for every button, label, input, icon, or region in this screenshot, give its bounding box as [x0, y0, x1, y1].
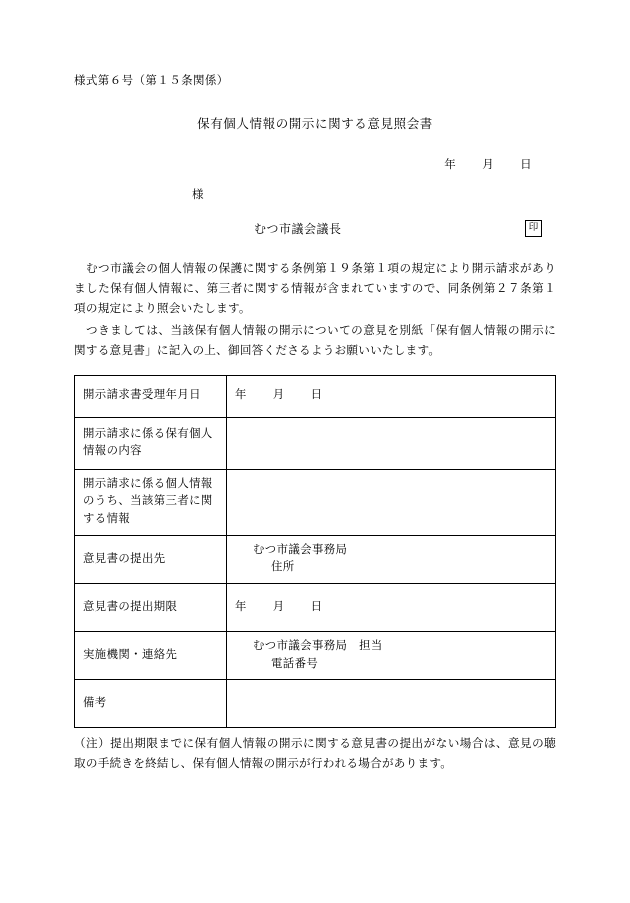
receipt-year-label: 年 [235, 389, 247, 402]
date-year-label: 年 [444, 159, 457, 171]
form-table-wrapper [74, 375, 556, 729]
row-label-receipt-date: 開示請求書受理年月日 [75, 375, 227, 417]
form-number: 様式第６号（第１５条関係） [74, 75, 229, 87]
table-row [75, 584, 556, 632]
receipt-month-label: 月 [272, 389, 285, 402]
issuer-row [74, 220, 556, 237]
deadline-month-label: 月 [272, 600, 285, 613]
submit-to-address: 住所 [271, 561, 295, 574]
receipt-day-label: 日 [310, 389, 323, 402]
row-label-deadline: 意見書の提出期限 [75, 584, 227, 632]
row-value-agency-contact[interactable] [227, 632, 556, 680]
date-month-label: 月 [482, 159, 495, 171]
row-value-third-party-info[interactable] [227, 469, 556, 535]
row-value-remarks[interactable] [227, 680, 556, 728]
table-row [75, 469, 556, 535]
table-row [75, 680, 556, 728]
table-row [75, 632, 556, 680]
body-paragraph-1: むつ市議会の個人情報の保護に関する条例第１９条第１項の規定により開示請求がありました保有個人情報に、第三者に関する情報が含まれていますので、同条例第２７条第１項の規定により照会いたします。 [74, 262, 556, 315]
table-row [75, 417, 556, 469]
row-label-request-content: 開示請求に係る保有個人情報の内容 [75, 417, 227, 469]
issuer-name: むつ市議会議長 [254, 222, 342, 236]
row-label-remarks: 備考 [75, 680, 227, 728]
seal-icon: 印 [525, 220, 542, 237]
footnote: （注）提出期限までに保有個人情報の開示に関する意見書の提出がない場合は、意見の聴取の手続きを終結し、保有個人情報の開示が行われる場合があります。 [74, 737, 556, 771]
deadline-year-label: 年 [235, 600, 247, 613]
row-label-submit-to: 意見書の提出先 [75, 535, 227, 583]
date-day-label: 日 [520, 159, 532, 171]
page-title: 保有個人情報の開示に関する意見照会書 [197, 117, 433, 131]
row-label-agency-contact: 実施機関・連絡先 [75, 632, 227, 680]
row-label-third-party-info: 開示請求に係る個人情報のうち、当該第三者に関する情報 [75, 469, 227, 535]
agency-office: むつ市議会事務局 担当 [253, 640, 383, 653]
row-value-deadline[interactable] [227, 584, 556, 632]
body-paragraph-2: つきましては、当該保有個人情報の開示についての意見を別紙「保有個人情報の開示に関する意見書」に記入の上、御回答くださるようお願いいたします。 [74, 323, 556, 357]
row-value-submit-to[interactable] [227, 535, 556, 583]
row-value-request-content[interactable] [227, 417, 556, 469]
row-value-receipt-date[interactable] [227, 375, 556, 417]
date-line [74, 156, 556, 172]
table-row [75, 535, 556, 583]
deadline-day-label: 日 [310, 600, 323, 613]
form-table [74, 375, 556, 729]
agency-phone: 電話番号 [271, 657, 319, 670]
submit-to-office: むつ市議会事務局 [253, 543, 348, 556]
table-row [75, 375, 556, 417]
addressee-line: 様 [192, 189, 204, 201]
